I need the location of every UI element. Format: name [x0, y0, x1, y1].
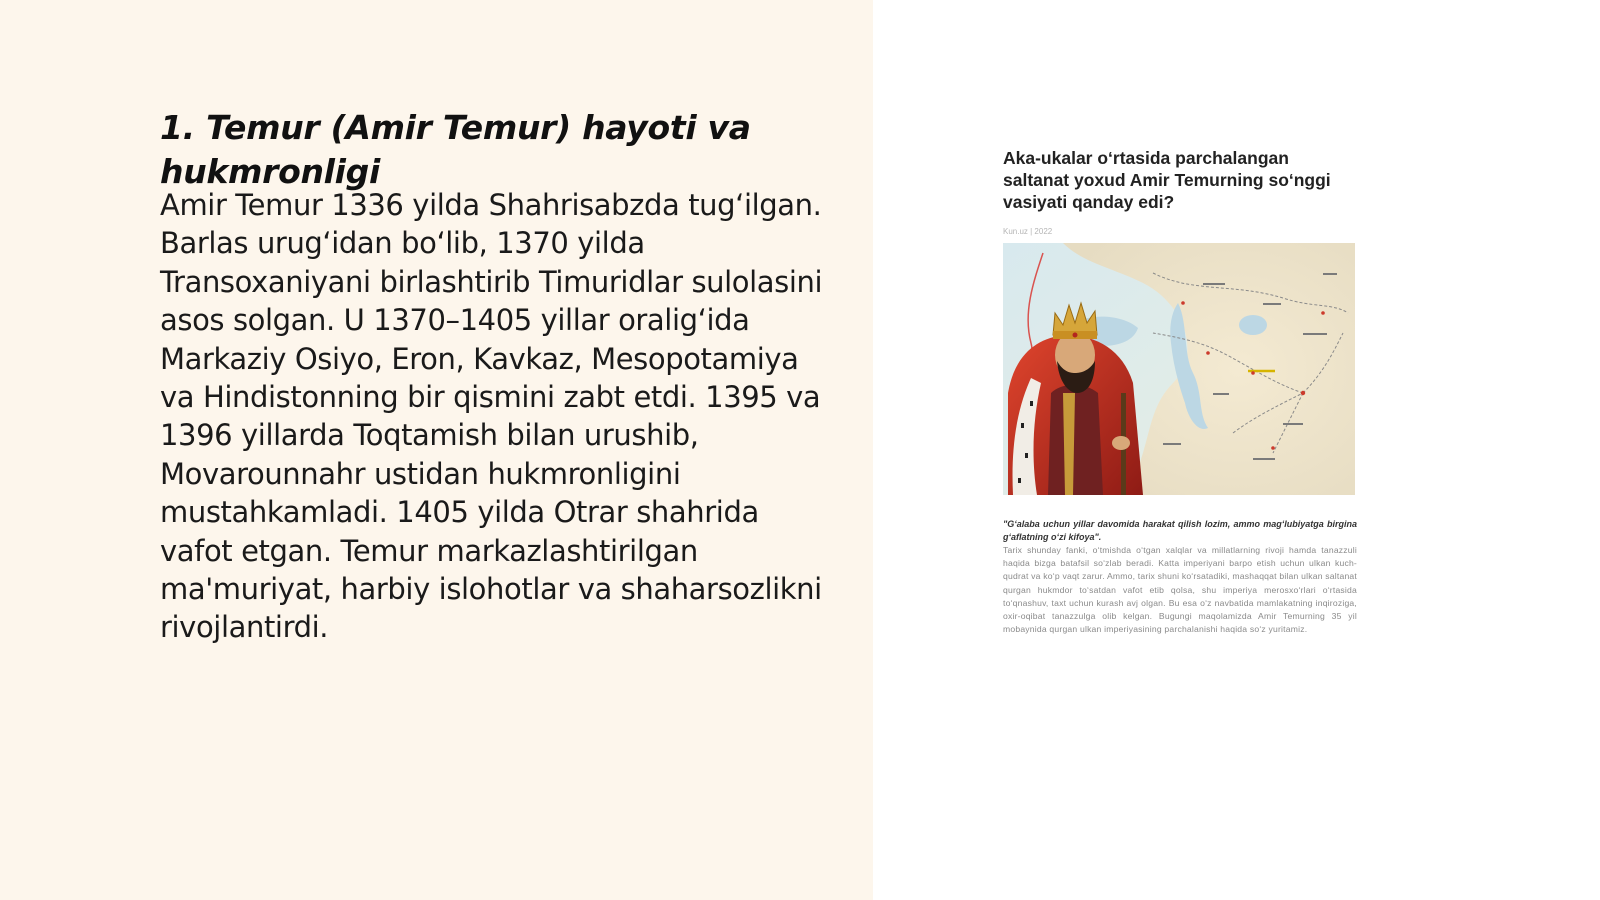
article-headline: Aka-ukalar o‘rtasida parchalangan saltanat yoxud Amir Temurning so‘nggi vasiyati qanday edi?: [1003, 148, 1331, 212]
article-illustration: [1003, 243, 1355, 495]
slide-body-text: Amir Temur 1336 yilda Shahrisabzda tug‘ilgan. Barlas urug‘idan bo‘lib, 1370 yilda Transoxaniyani birlashtirib Timuridlar sulolasini asos solgan. U 1370–1405 yillar oralig‘ida Markaziy Osiyo, Eron, Kavkaz, Mesopotamiya va Hindistonning bir qismini zabt etdi. 1395 va 1396 yillarda Toqtamish bilan urushib, Movarounnahr ustidan hukmronligini mustahkamladi. 1405 yilda Otrar shahrida vafot etgan. Temur markazlashtirilgan ma'muriyat, harbiy islohotlar va shaharsozlikni rivojlantirdi.: [160, 188, 823, 645]
slide-title: 1. Temur (Amir Temur) hayoti va hukmronligi: [160, 108, 751, 191]
article-quote: "G‘alaba uchun yillar davomida harakat qilish lozim, ammo mag‘lubiyatga birgina g‘aflatning o‘zi kifoya".: [1003, 519, 1357, 542]
temur-map-illustration: [1003, 243, 1355, 495]
article-meta: Kun.uz | 2022: [1003, 227, 1053, 236]
article-paragraph: Tarix shunday fanki, o‘tmishda o‘tgan xalqlar va millatlarning rivoji hamda tanazzuli haqida bizga batafsil so‘zlab beradi. Katta imperiyani barpo etish uchun ulkan kuch-qudrat va ko‘p vaqt zarur. Ammo, tarix shuni ko‘rsatadiki, mashaqqat bilan ulkan saltanat qurgan hukmdor to‘satdan vafot etib qolsa, shu imperiya merosxo‘rlari o‘rtasida to‘qnashuv, taxt uchun kurash avj olgan. Bu esa o‘z navbatida mamlakatning inqiroziga, oxir-oqibat tanazzulga olib kelgan. Bugungi maqolamizda Amir Temurning 35 yil mobaynida qurgan ulkan imperiyasining parchalanishi haqida so‘z yuritamiz.: [1003, 545, 1357, 635]
article-screenshot: [1003, 143, 1357, 653]
